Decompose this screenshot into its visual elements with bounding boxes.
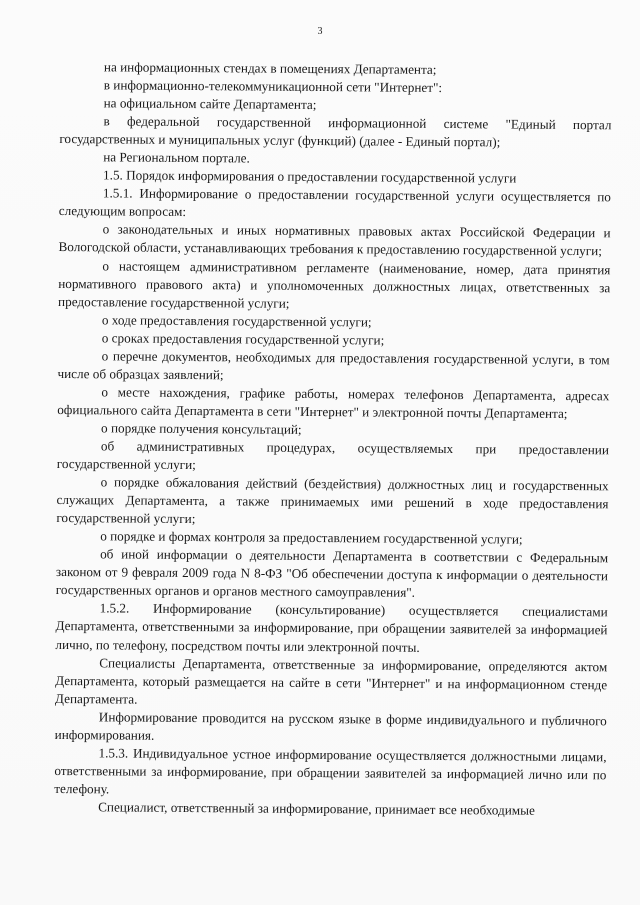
paragraph: о настоящем административном регламенте (наименование, номер, дата принятия нормативного правового акта) и уполномоченных должностных лицах, ответственных за предоставление государственной услуги; (58, 257, 611, 311)
paragraph: в федеральной государственной информационной системе "Единый портал государственных и муниципальных услуг (функций) (далее - Единый портал); (59, 113, 612, 150)
paragraph: о порядке обжалования действий (бездействия) должностных лиц и государственных служащих Департамента, а также принимаемых ими решений в ходе предоставления государственной услуги; (56, 474, 609, 527)
paragraph: на официальном сайте Департамента; (103, 95, 317, 113)
paragraph: 1.5.2. Информирование (консультирование) осуществляется специалистами Департамента, ответственными за информирование, при обращении заявителей за информацией лично, по телефону, посредством почты или электронной почты. (55, 600, 608, 655)
paragraph: 1.5.1. Информирование о предоставлении государственной услуги осуществляется по следующим вопросам: (58, 185, 611, 220)
page-number: 3 (317, 26, 323, 37)
paragraph: в информационно-телекоммуникационной сети "Интернет": (103, 77, 443, 96)
paragraph: о месте нахождения, графике работы, номерах телефонов Департамента, адресах официального сайта Департамента в сети "Интернет" и электронной почты Департамента; (57, 384, 610, 421)
paragraph: о законодательных и иных нормативных правовых актах Российской Федерации и Вологодской области, устанавливающих требования к предоставлению государственной услуги; (58, 221, 611, 259)
paragraph: о порядке получения консультаций; (101, 420, 302, 437)
paragraph: Специалист, ответственный за информирование, принимает все необходимые (98, 799, 535, 818)
document-body (54, 58, 612, 820)
paragraph: об иной информации о деятельности Департамента в соответствии с Федеральным законом от 9 февраля 2009 года N 8-ФЗ "Об обеспечении доступа к информации о деятельности государственных органов и органов местного самоуправления". (55, 546, 609, 601)
paragraph: о порядке и формах контроля за предоставлением государственной услуги; (100, 528, 523, 547)
paragraph: Информирование проводится на русском языке в форме индивидуального и публичного информирования. (54, 709, 607, 743)
paragraph: об административных процедурах, осуществляемых при предоставлении государственной услуги; (56, 438, 609, 473)
paragraph: о перечне документов, необходимых для предоставления государственной услуги, в том числе об образцах заявлений; (57, 348, 610, 383)
paragraph: о сроках предоставления государственной услуги; (101, 330, 385, 348)
section-heading: 1.5. Порядок информирования о предоставлении государственной услуги (103, 167, 517, 186)
paragraph: на информационных стендах в помещениях Департамента; (103, 59, 437, 77)
paragraph: на Региональном портале. (103, 149, 250, 166)
paragraph: 1.5.3. Индивидуальное устное информирование осуществляется должностными лицами, ответственными за информирование, при обращении заявителей за информацией лично или по телефону. (54, 745, 607, 797)
paragraph: о ходе предоставления государственной услуги; (101, 311, 372, 330)
paragraph: Специалисты Департамента, ответственные за информирование, определяются актом Департамента, который размещается на сайте в сети "Интернет" и на информационном стенде Департамента. (54, 654, 608, 707)
